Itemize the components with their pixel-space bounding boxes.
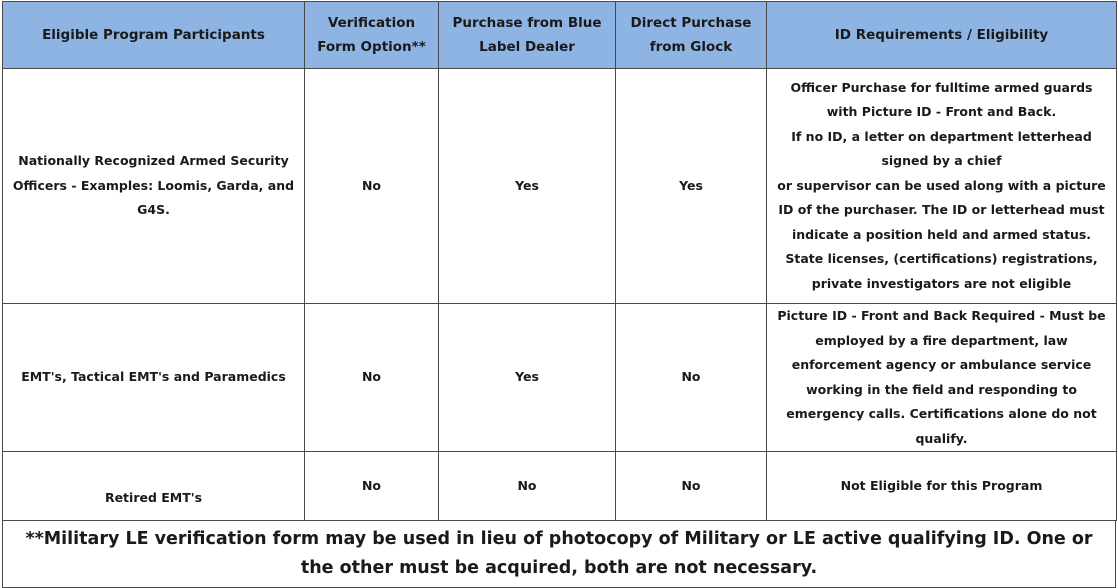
footnote: **Military LE verification form may be used in lieu of photocopy of Military or LE active qualifying ID. One or the other must be acquired, both are not necessary. [2, 521, 1116, 588]
id-requirement-line: Picture ID - Front and Back Required - Must be employed by a fire department, law enforcement agency or ambulance service working in the field and responding to emergency calls. Certifications alone do not qualify. [777, 308, 1106, 446]
header-id-requirements: ID Requirements / Eligibility [767, 2, 1117, 69]
id-requirement-line: State licenses, (certifications) registrations, private investigators are not eligible [785, 251, 1098, 291]
header-blue-label-dealer: Purchase from Blue Label Dealer [439, 2, 616, 69]
id-requirement-line: Not Eligible for this Program [840, 477, 1043, 493]
id-requirement-line: or supervisor can be used along with a picture ID of the purchaser. The ID or letterhead must indicate a position held and armed status. [777, 177, 1106, 242]
participant-cell: Retired EMT's [3, 452, 305, 521]
direct-glock-cell: No [616, 452, 767, 521]
id-requirement-line: If no ID, a letter on department letterhead signed by a chief [791, 128, 1092, 169]
id-requirements-cell [767, 452, 1117, 521]
blue-label-cell: Yes [439, 69, 616, 304]
blue-label-cell: Yes [439, 304, 616, 452]
table-row [3, 69, 1117, 304]
verification-cell: No [305, 452, 439, 521]
table-row [3, 452, 1117, 521]
direct-glock-cell: Yes [616, 69, 767, 304]
table-row [3, 304, 1117, 452]
header-verification-form: Verification Form Option** [305, 2, 439, 69]
eligibility-document [2, 1, 1116, 588]
header-direct-purchase: Direct Purchase from Glock [616, 2, 767, 69]
blue-label-cell: No [439, 452, 616, 521]
header-row [3, 2, 1117, 69]
verification-cell: No [305, 69, 439, 304]
id-requirements-cell [767, 304, 1117, 452]
id-requirements-cell [767, 69, 1117, 304]
verification-cell: No [305, 304, 439, 452]
header-participants: Eligible Program Participants [3, 2, 305, 69]
direct-glock-cell: No [616, 304, 767, 452]
participant-cell: Nationally Recognized Armed Security Officers - Examples: Loomis, Garda, and G4S. [3, 69, 305, 304]
id-requirement-line: Officer Purchase for fulltime armed guards with Picture ID - Front and Back. [790, 79, 1093, 120]
participant-cell: EMT's, Tactical EMT's and Paramedics [3, 304, 305, 452]
eligibility-table [2, 1, 1117, 521]
